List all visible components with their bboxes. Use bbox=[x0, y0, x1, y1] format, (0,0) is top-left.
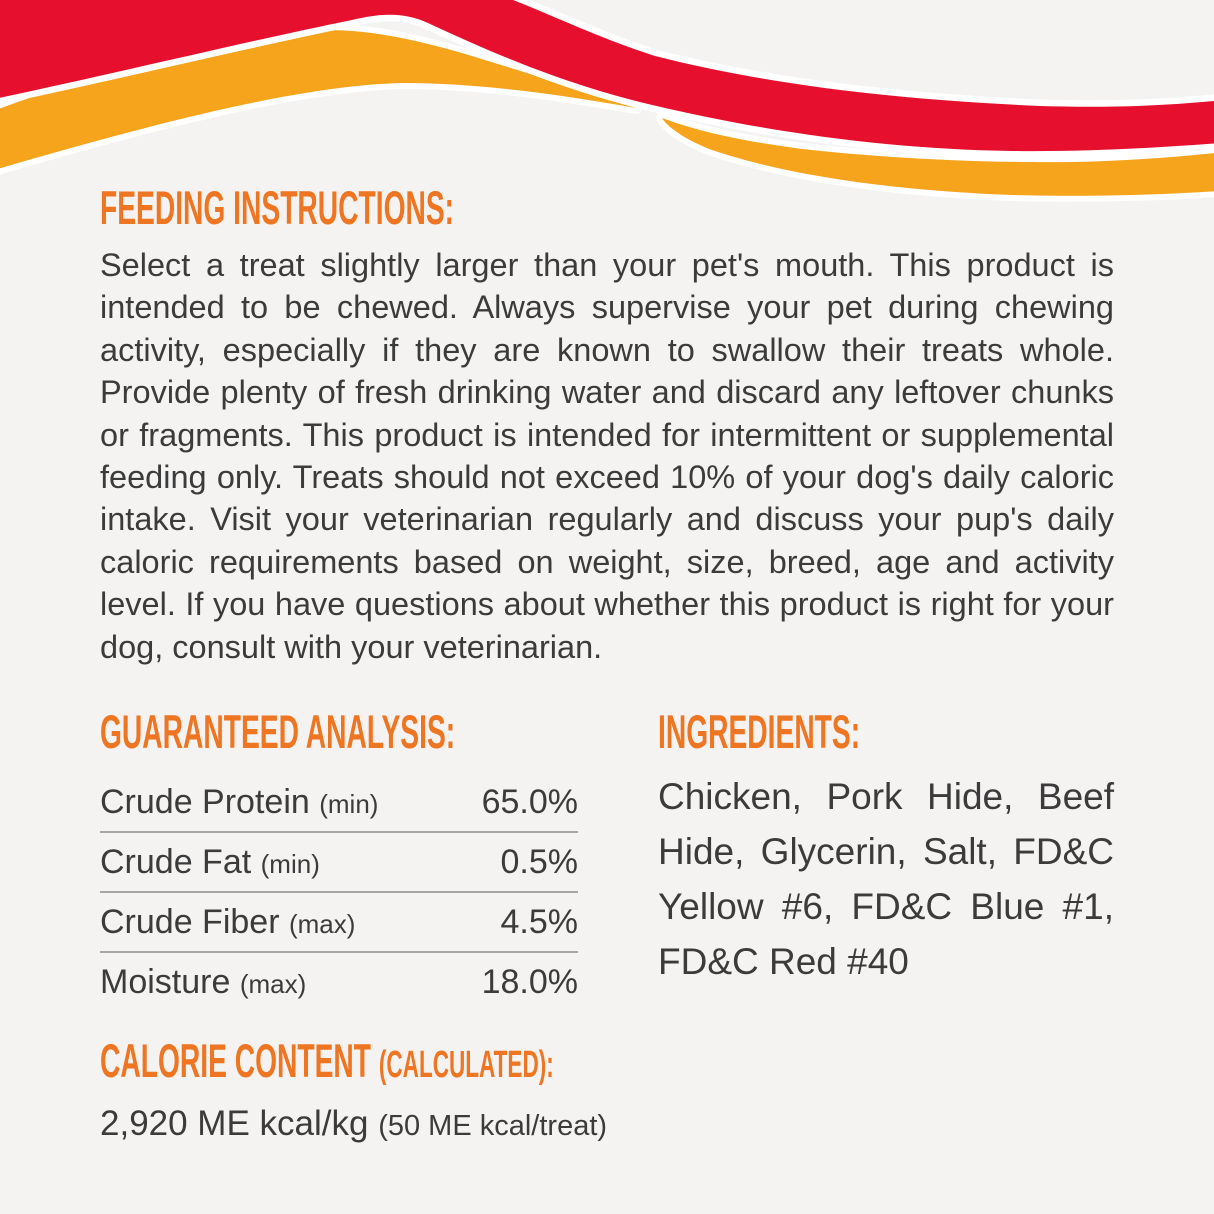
ingredients-title-text: INGREDIENTS: bbox=[658, 705, 861, 759]
analysis-label bbox=[100, 783, 378, 822]
guaranteed-analysis-title-text: GUARANTEED ANALYSIS: bbox=[100, 705, 456, 759]
table-row bbox=[100, 773, 578, 833]
calorie-value-line bbox=[100, 1104, 608, 1144]
calorie-title-note: (CALCULATED): bbox=[378, 1043, 554, 1086]
analysis-qualifier: (min) bbox=[260, 849, 320, 880]
analysis-value: 18.0% bbox=[481, 963, 578, 1002]
feeding-instructions-title bbox=[100, 181, 1114, 234]
analysis-qualifier: (max) bbox=[239, 969, 307, 1000]
analysis-label-text: Crude Protein bbox=[100, 783, 310, 822]
calorie-per-treat-note: (50 ME kcal/treat) bbox=[378, 1110, 608, 1143]
analysis-qualifier: (min) bbox=[319, 789, 379, 820]
analysis-value: 4.5% bbox=[500, 903, 578, 942]
feeding-instructions-title-text: FEEDING INSTRUCTIONS: bbox=[100, 181, 455, 234]
label-content bbox=[100, 181, 1114, 1144]
analysis-label-text: Crude Fat bbox=[100, 843, 252, 882]
analysis-label-text: Moisture bbox=[100, 963, 231, 1002]
calorie-content-title bbox=[100, 1034, 578, 1088]
ingredients-column bbox=[658, 705, 1114, 989]
calorie-content-title-text bbox=[100, 1034, 554, 1088]
ingredients-text: Chicken, Pork Hide, Beef Hide, Glycerin, Salt, FD&C Yellow #6, FD&C Blue #1, FD&C Red #40 bbox=[658, 776, 1114, 983]
analysis-value: 65.0% bbox=[481, 783, 578, 822]
table-row bbox=[100, 893, 578, 953]
analysis-label bbox=[100, 963, 306, 1002]
analysis-qualifier: (max) bbox=[288, 909, 356, 940]
guaranteed-analysis-title bbox=[100, 705, 578, 759]
calorie-title-main: CALORIE CONTENT bbox=[100, 1034, 372, 1088]
lower-columns bbox=[100, 705, 1114, 1144]
analysis-label-text: Crude Fiber bbox=[100, 903, 280, 942]
feeding-instructions-text: Select a treat slightly larger than your pet's mouth. This product is intended to be chewed. Always supervise your pet during chewing activity, especially if they are known to swallow their treats whole. Provide plenty of fresh drinking water and discard any leftover chunks or fragments. This product is intended for intermittent or supplemental feeding only. Treats should not exceed 10% of your dog's daily caloric intake. Visit your veterinarian regularly and discuss your pup's daily caloric requirements based on weight, size, breed, age and activity level. If you have questions about whether this product is right for your dog, consult with your veterinarian. bbox=[100, 247, 1114, 665]
table-row bbox=[100, 833, 578, 893]
table-row bbox=[100, 953, 578, 1011]
analysis-label bbox=[100, 843, 320, 882]
guaranteed-analysis-table bbox=[100, 773, 578, 1011]
ingredients-title bbox=[658, 705, 1114, 759]
analysis-value: 0.5% bbox=[500, 843, 578, 882]
analysis-label bbox=[100, 903, 355, 942]
analysis-column bbox=[100, 705, 608, 1144]
calorie-value: 2,920 ME kcal/kg bbox=[100, 1104, 369, 1144]
